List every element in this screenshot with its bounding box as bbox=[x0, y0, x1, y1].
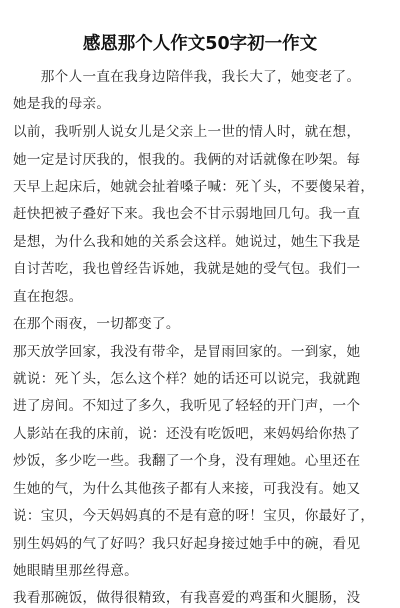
paragraph-line: 她是我的母亲。 bbox=[13, 96, 111, 112]
paragraph-line: 别生妈妈的气了好吗？我只好起身接过她手中的碗，看见 bbox=[13, 536, 361, 552]
paragraph-line: 是想，为什么我和她的关系会这样。她说过，她生下我是 bbox=[13, 234, 361, 250]
paragraph-line: 自讨苦吃，我也曾经告诉她，我就是她的受气包。我们一 bbox=[13, 261, 361, 277]
paragraph-line: 在那个雨夜，一切都变了。 bbox=[13, 316, 180, 332]
paragraph-line: 以前，我听别人说女儿是父亲上一世的情人时，就在想， bbox=[13, 124, 361, 140]
paragraph-line: 那个人一直在我身边陪伴我，我长大了，她变老了。 bbox=[13, 69, 361, 85]
paragraph-line: 就说：死丫头，怎么这个样？她的话还可以说完，我就跑 bbox=[13, 371, 361, 387]
paragraph-line: 我看那碗饭，做得很精致，有我喜爱的鸡蛋和火腿肠，没 bbox=[13, 590, 361, 606]
paragraph-line: 进了房间。不知过了多久，我听见了轻轻的开门声，一个 bbox=[13, 398, 361, 414]
paragraph-line: 赶快把被子叠好下来。我也会不甘示弱地回几句。我一直 bbox=[13, 206, 361, 222]
article-title: 感恩那个人作文50字初一作文 bbox=[82, 34, 318, 54]
paragraph-line: 她一定是讨厌我的，恨我的。我俩的对话就像在吵架。每 bbox=[13, 152, 361, 168]
paragraph-line: 天早上起床后，她就会扯着嗓子喊：死丫头，不要傻呆着， bbox=[13, 179, 375, 195]
paragraph-line: 人影站在我的床前，说：还没有吃饭吧，来妈妈给你热了 bbox=[13, 426, 361, 442]
paragraph-line: 那天放学回家，我没有带伞，是冒雨回家的。一到家，她 bbox=[13, 344, 361, 360]
paragraph-line: 说：宝贝，今天妈妈真的不是有意的呀！宝贝，你最好了， bbox=[13, 508, 375, 524]
paragraph-line: 她眼睛里那丝得意。 bbox=[13, 563, 139, 579]
paragraph-line: 直在抱怨。 bbox=[13, 289, 83, 305]
paragraph-line: 生她的气，为什么其他孩子都有人来接，可我没有。她又 bbox=[13, 481, 361, 497]
paragraph-line: 炒饭，多少吃一些。我翻了一个身，没有理她。心里还在 bbox=[13, 453, 361, 469]
